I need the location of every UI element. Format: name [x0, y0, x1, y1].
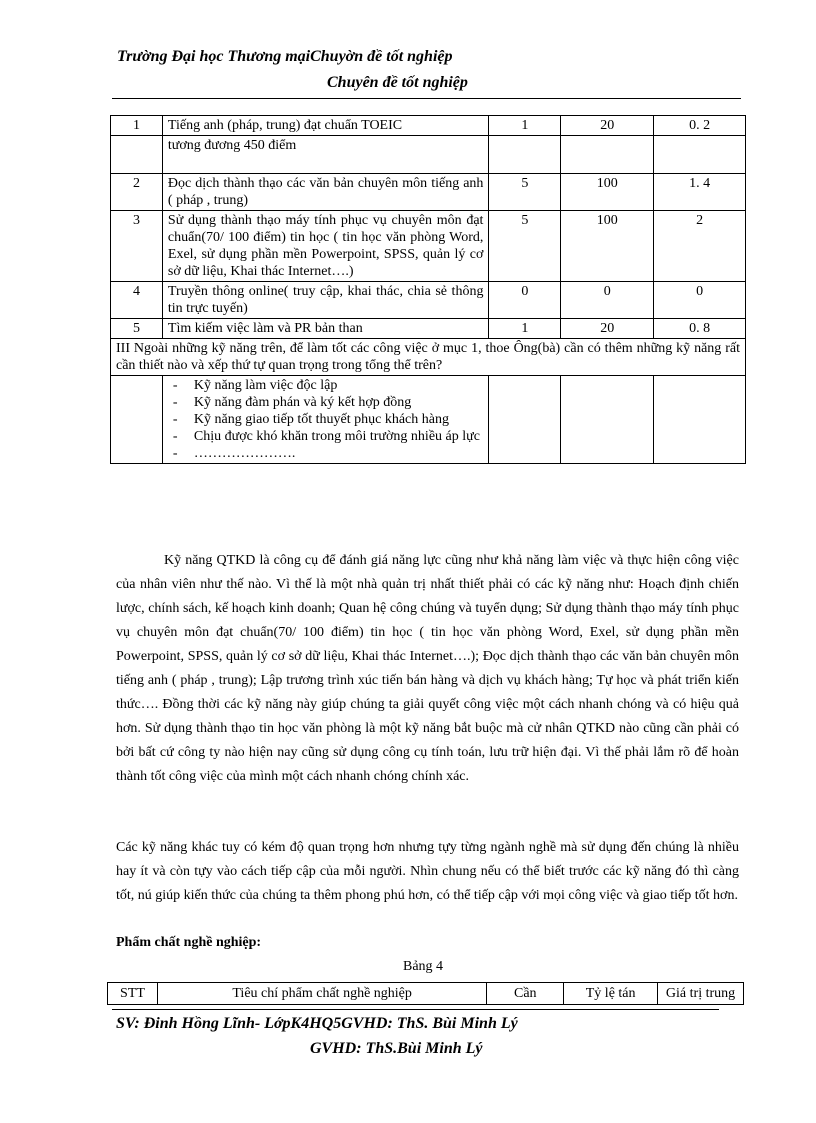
column-header: STT [108, 983, 158, 1005]
column-header: Tiêu chí phẩm chất nghề nghiệp [157, 983, 486, 1005]
list-item: - Chịu được khó khăn trong môi trường nhiều áp lực [168, 428, 484, 445]
value-cell: 1. 4 [654, 174, 746, 211]
value-cell: 100 [561, 174, 654, 211]
value-cell: 5 [489, 174, 561, 211]
value-cell: 100 [561, 211, 654, 282]
body-paragraph: Kỹ năng QTKD là công cụ để đánh giá năng lực cũng như khả năng làm việc và thực hiện công việc của nhân viên như thế nào. Vì thế là một nhà quản trị nhất thiết phải có các kỹ năng như: Hoạch định chiến lược, chính sách, kế hoạch kinh doanh; Quan hệ công chúng và tuyển dụng; Sử dụng thành thạo máy tính phục vụ chuyên môn đạt chuẩn(70/ 100 điểm) tin học ( tin học văn phòng Word, Exel, sử dụng phần mền Powerpoint, SPSS, quản lý cơ sở dữ liệu, Khai thác Internet….); Đọc dịch thành thạo các văn bản chuyên môn tiếng anh ( pháp , trung); Lập trương trình xúc tiến bán hàng và dịch vụ khách hàng; Tự học và phát triển kiến thức…. Đồng thời các kỹ năng này giúp chúng ta giải quyết công việc một cách nhanh chóng và có hiệu quả hơn. Sử dụng thành thạo tin học văn phòng là một kỹ năng bắt buộc mà cử nhân QTKD nào cũng cần phải có bởi bất cứ công ty nào hiện nay cũng sử dụng công cụ tính toán, lưu trữ hiện đại. Vì thế phải lắm rõ để hoàn thành tốt công việc của mình một cách nhanh chóng chính xác. [116, 553, 739, 784]
skill-description: Truyền thông online( truy cập, khai thác, chia sẻ thông tin trực tuyến) [162, 282, 489, 319]
value-cell [654, 136, 746, 174]
column-header: Tỷ lệ tán [564, 983, 658, 1005]
row-number: 2 [111, 174, 163, 211]
row-number: 3 [111, 211, 163, 282]
table-caption: Bảng 4 [403, 959, 444, 974]
running-footer-student: SV: Đinh Hồng Lĩnh- LớpK4HQ5GVHD: ThS. Bùi Minh Lý [116, 1015, 518, 1032]
empty-cell [561, 376, 654, 464]
running-footer-supervisor: GVHD: ThS.Bùi Minh Lý [310, 1040, 483, 1057]
table-row [111, 174, 746, 211]
empty-cell [489, 376, 561, 464]
running-header-title: Chuyên đề tốt nghiệp [327, 74, 468, 91]
table-row [111, 211, 746, 282]
value-cell: 1 [489, 319, 561, 339]
table-row [111, 136, 746, 174]
empty-cell [654, 376, 746, 464]
value-cell: 0. 2 [654, 116, 746, 136]
column-header: Giá trị trung [658, 983, 744, 1005]
value-cell: 20 [561, 116, 654, 136]
list-item: - Kỹ năng giao tiếp tốt thuyết phục khách hàng [168, 411, 484, 428]
section-question: III Ngoài những kỹ năng trên, để làm tốt các công việc ở mục 1, thoe Ông(bà) cần có thêm những kỹ năng rất cần thiết nào và xếp thứ tự quan trọng trong tổng thể trên? [111, 339, 746, 376]
additional-skills-cell [162, 376, 489, 464]
footer-rule [112, 1009, 719, 1010]
skills-table [110, 115, 746, 464]
table-header-row [108, 983, 744, 1005]
value-cell [489, 136, 561, 174]
additional-skills-list [168, 377, 484, 462]
quality-table [107, 982, 744, 1005]
value-cell: 0. 8 [654, 319, 746, 339]
value-cell: 1 [489, 116, 561, 136]
row-number: 4 [111, 282, 163, 319]
table-row [111, 339, 746, 376]
value-cell: 0 [561, 282, 654, 319]
row-number: 5 [111, 319, 163, 339]
table-row [111, 282, 746, 319]
skill-description: Tiếng anh (pháp, trung) đạt chuẩn TOEIC [162, 116, 489, 136]
skill-description: Đọc dịch thành thạo các văn bản chuyên môn tiếng anh ( pháp , trung) [162, 174, 489, 211]
skill-description: Tìm kiếm việc làm và PR bản than [162, 319, 489, 339]
value-cell: 2 [654, 211, 746, 282]
value-cell: 0 [489, 282, 561, 319]
empty-cell [111, 376, 163, 464]
body-paragraph: Các kỹ năng khác tuy có kém độ quan trọng hơn nhưng tựy từng ngành nghề mà sử dụng đến chúng là nhiều hay ít và còn tựy vào cách tiếp cập của mỗi người. Nhìn chung nếu có thể biết trước các kỹ năng đó thì càng tốt, nú giúp kiến thức của chúng ta thêm phong phú hơn, có thể tiếp cập với mọi công việc và giao tiếp tốt hơn. [116, 840, 739, 903]
row-number: 1 [111, 116, 163, 136]
table-row [111, 319, 746, 339]
row-number [111, 136, 163, 174]
list-item: - …………………. [168, 445, 484, 462]
value-cell [561, 136, 654, 174]
list-item: - Kỹ năng đàm phán và ký kết hợp đồng [168, 394, 484, 411]
value-cell: 5 [489, 211, 561, 282]
list-item: - Kỹ năng làm việc độc lập [168, 377, 484, 394]
table-row [111, 116, 746, 136]
value-cell: 20 [561, 319, 654, 339]
value-cell: 0 [654, 282, 746, 319]
section-heading: Phẩm chất nghề nghiệp: [116, 935, 262, 950]
column-header: Cần [487, 983, 564, 1005]
skill-description: Sử dụng thành thạo máy tính phục vụ chuyên môn đạt chuẩn(70/ 100 điểm) tin học ( tin học văn phòng Word, Exel, sử dụng phần mền Powerpoint, SPSS, quản lý cơ sở dữ liệu, Khai thác Internet….) [162, 211, 489, 282]
table-row [111, 376, 746, 464]
header-rule [112, 98, 741, 99]
running-header-top: Trường Đại học Thương mạiChuyờn đề tốt nghiệp [117, 48, 453, 65]
skill-description: tương đương 450 điểm [162, 136, 489, 174]
